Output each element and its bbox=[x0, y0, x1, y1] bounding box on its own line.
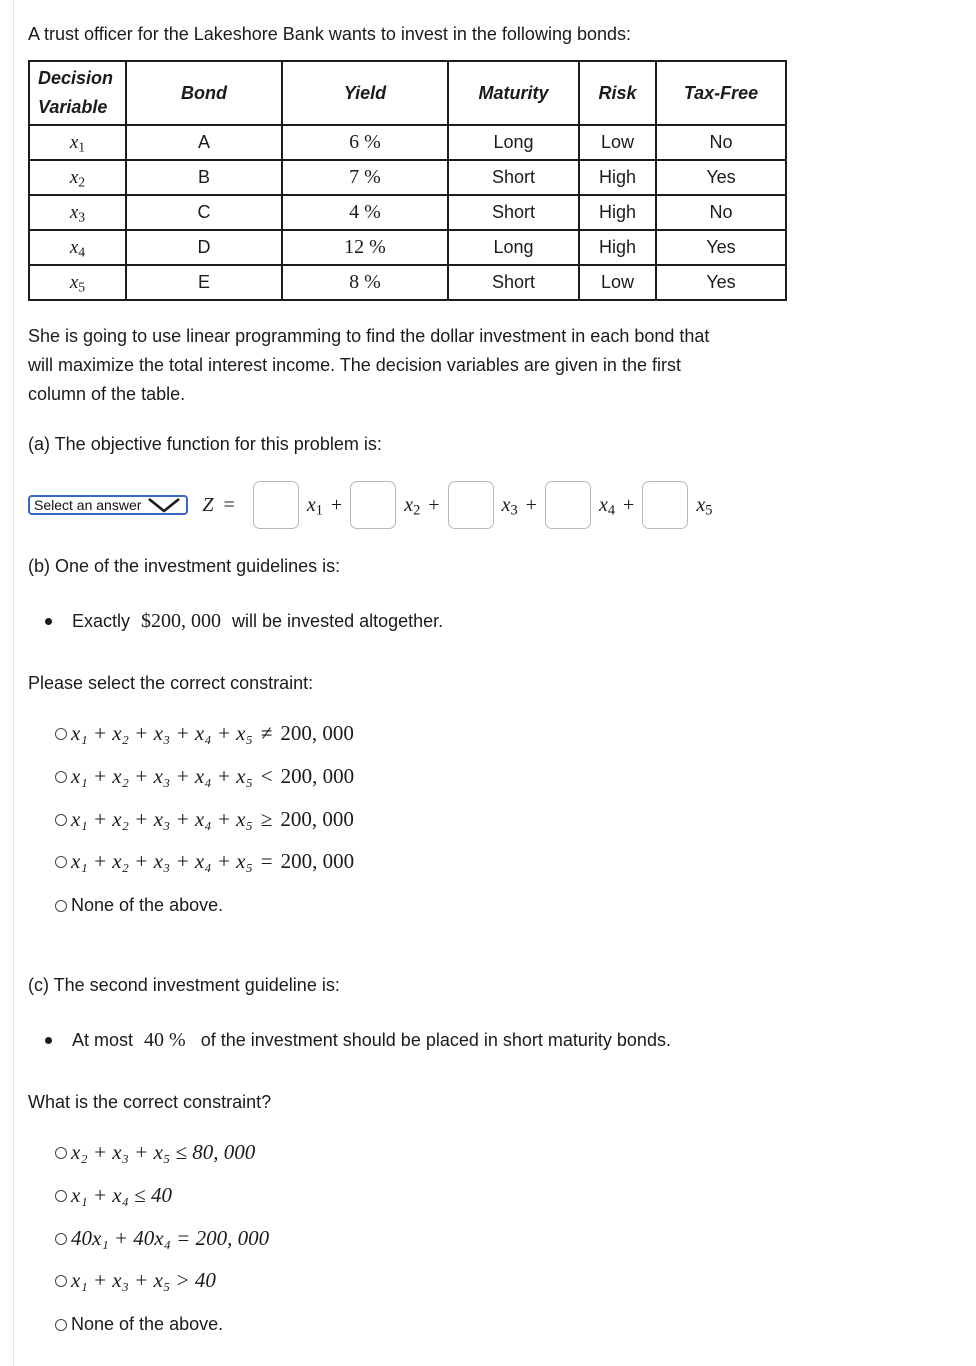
radio-button[interactable] bbox=[55, 1275, 67, 1287]
cell-risk: High bbox=[579, 195, 656, 230]
term-x4: $x_4$ bbox=[598, 493, 616, 519]
header-tax-free: Tax-Free bbox=[656, 61, 786, 125]
cell-yield: 7 % bbox=[282, 160, 448, 195]
constraint-c-option[interactable]: x₁ + x₃ + x₅ > 40 bbox=[55, 1268, 216, 1293]
constraint-b-option-none[interactable]: None of the above. bbox=[55, 895, 223, 916]
constraint-b-option[interactable]: x₁ + x₂ + x₃ + x₄ + x₅ < 200, 000 bbox=[55, 764, 354, 789]
table-row bbox=[29, 265, 786, 300]
cell-variable: $x_4$ bbox=[29, 230, 126, 265]
part-c-prompt: (c) The second investment guideline is: bbox=[28, 975, 340, 995]
term-x1: $x_1$ bbox=[306, 493, 323, 519]
cell-bond: B bbox=[126, 160, 282, 195]
header-decision-variable: Decision Variable bbox=[29, 61, 126, 125]
cell-risk: High bbox=[579, 230, 656, 265]
cell-tax-free: Yes bbox=[656, 230, 786, 265]
cell-variable: $x_5$ bbox=[29, 265, 126, 300]
constraint-b-option[interactable]: x₁ + x₂ + x₃ + x₄ + x₅ = 200, 000 bbox=[55, 849, 354, 874]
header-maturity: Maturity bbox=[448, 61, 579, 125]
term-x3: $x_3$ bbox=[501, 493, 518, 519]
objective-type-select[interactable]: Select an answer bbox=[28, 495, 188, 515]
cell-risk: High bbox=[579, 160, 656, 195]
cell-bond: C bbox=[126, 195, 282, 230]
cell-yield: 6 % bbox=[282, 125, 448, 160]
bond-table bbox=[28, 60, 787, 301]
table-row bbox=[29, 125, 786, 160]
radio-button[interactable] bbox=[55, 900, 67, 912]
radio-button[interactable] bbox=[55, 856, 67, 868]
cell-yield: 12 % bbox=[282, 230, 448, 265]
radio-button[interactable] bbox=[55, 771, 67, 783]
plus-sign: + bbox=[525, 493, 537, 516]
equals-sign: = bbox=[223, 493, 235, 516]
plus-sign: + bbox=[428, 493, 440, 516]
coefficient-input-x5[interactable] bbox=[642, 481, 688, 529]
term-x2: $x_2$ bbox=[404, 493, 421, 519]
radio-button[interactable] bbox=[55, 814, 67, 826]
cell-variable: $x_3$ bbox=[29, 195, 126, 230]
cell-maturity: Short bbox=[448, 195, 579, 230]
cell-tax-free: No bbox=[656, 195, 786, 230]
guideline-c-bullet: At most 40 % of the investment should be placed in short maturity bonds. bbox=[45, 1029, 671, 1052]
cell-yield: 8 % bbox=[282, 265, 448, 300]
plus-sign: + bbox=[330, 493, 343, 516]
header-risk: Risk bbox=[579, 61, 656, 125]
description-text: She is going to use linear programming to find the dollar investment in each bond that will maximize the total interest income. The decision variables are given in the first column of the table. bbox=[28, 326, 710, 404]
part-c-question: What is the correct constraint? bbox=[28, 1092, 272, 1112]
constraint-c-option[interactable]: x₁ + x₄ ≤ 40 bbox=[55, 1183, 172, 1208]
coefficient-input-x2[interactable] bbox=[350, 481, 396, 529]
cell-maturity: Long bbox=[448, 125, 579, 160]
cell-bond: A bbox=[126, 125, 282, 160]
plus-sign: + bbox=[623, 493, 635, 516]
z-symbol: Z bbox=[202, 493, 214, 516]
radio-button[interactable] bbox=[55, 728, 67, 740]
cell-tax-free: Yes bbox=[656, 265, 786, 300]
header-bond: Bond bbox=[126, 61, 282, 125]
part-b-prompt: (b) One of the investment guidelines is: bbox=[28, 556, 341, 576]
table-row bbox=[29, 160, 786, 195]
cell-risk: Low bbox=[579, 125, 656, 160]
bullet-dot bbox=[45, 1037, 52, 1044]
constraint-c-option-none[interactable]: None of the above. bbox=[55, 1314, 223, 1335]
coefficient-input-x3[interactable] bbox=[448, 481, 494, 529]
constraint-b-option[interactable]: x₁ + x₂ + x₃ + x₄ + x₅ ≥ 200, 000 bbox=[55, 807, 354, 832]
cell-yield: 4 % bbox=[282, 195, 448, 230]
table-row bbox=[29, 230, 786, 265]
cell-maturity: Short bbox=[448, 160, 579, 195]
chevron-down-icon bbox=[147, 497, 183, 513]
cell-bond: E bbox=[126, 265, 282, 300]
cell-bond: D bbox=[126, 230, 282, 265]
cell-maturity: Short bbox=[448, 265, 579, 300]
radio-button[interactable] bbox=[55, 1147, 67, 1159]
part-b-question: Please select the correct constraint: bbox=[28, 673, 314, 693]
radio-button[interactable] bbox=[55, 1190, 67, 1202]
term-x5: $x_5$ bbox=[696, 493, 713, 519]
guideline-b-bullet: Exactly $200, 000 will be invested altogether. bbox=[45, 610, 443, 633]
cell-variable: $x_2$ bbox=[29, 160, 126, 195]
coefficient-input-x4[interactable] bbox=[545, 481, 591, 529]
cell-risk: Low bbox=[579, 265, 656, 300]
table-row bbox=[29, 195, 786, 230]
constraint-c-option[interactable]: 40x₁ + 40x₄ = 200, 000 bbox=[55, 1226, 269, 1251]
cell-tax-free: Yes bbox=[656, 160, 786, 195]
cell-variable: $x_1$ bbox=[29, 125, 126, 160]
part-a-prompt: (a) The objective function for this problem is: bbox=[28, 434, 382, 454]
constraint-b-option[interactable]: x₁ + x₂ + x₃ + x₄ + x₅ ≠ 200, 000 bbox=[55, 721, 354, 746]
constraint-c-option[interactable]: x₂ + x₃ + x₅ ≤ 80, 000 bbox=[55, 1140, 255, 1165]
cell-maturity: Long bbox=[448, 230, 579, 265]
objective-function-row bbox=[28, 478, 712, 532]
intro-text: A trust officer for the Lakeshore Bank wants to invest in the following bonds: bbox=[28, 24, 632, 44]
radio-button[interactable] bbox=[55, 1319, 67, 1331]
cell-tax-free: No bbox=[656, 125, 786, 160]
left-border bbox=[13, 0, 14, 1366]
coefficient-input-x1[interactable] bbox=[253, 481, 299, 529]
bullet-dot bbox=[45, 618, 52, 625]
table-header-row bbox=[29, 61, 786, 125]
radio-button[interactable] bbox=[55, 1233, 67, 1245]
header-yield: Yield bbox=[282, 61, 448, 125]
